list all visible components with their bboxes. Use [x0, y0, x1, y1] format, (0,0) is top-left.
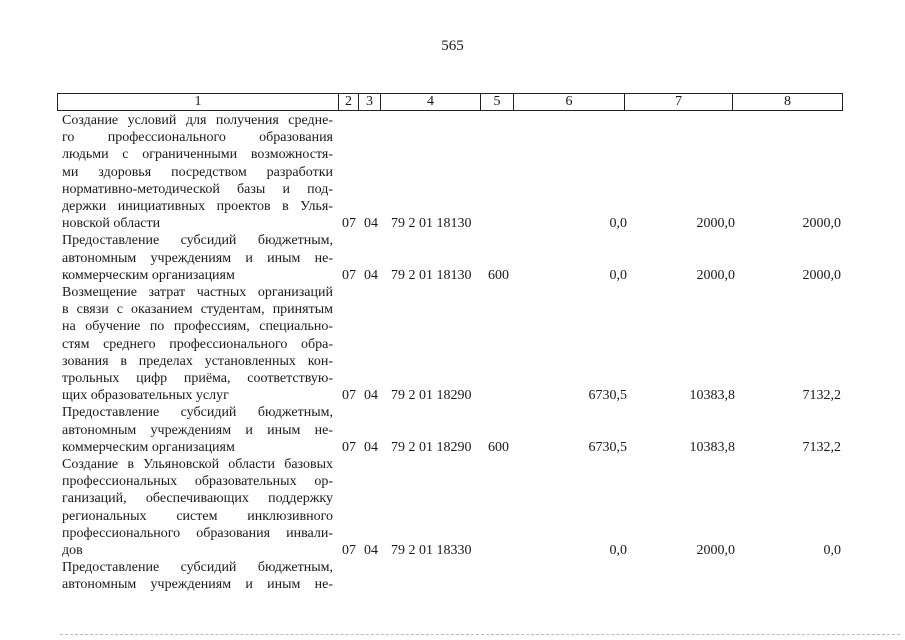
- row-description: Предоставление субсидий бюджетным, автономным учреждениям и иным не- коммерческим организациям: [62, 405, 333, 455]
- subsection-code: 04: [364, 543, 378, 558]
- column-header-6: 6: [514, 94, 625, 111]
- value-col-6: 6730,5: [588, 439, 627, 455]
- column-header-table: [57, 93, 843, 111]
- subsection-code: 04: [364, 388, 378, 404]
- row-description: Создание условий для получения средне- го профессионального образования людьми с ограниченными возможностя- ми здоровья посредством разработки нормативно-методической базы и под- держки инициативных проектов в Улья- новской области: [62, 113, 333, 232]
- target-article-code: 79 2 01 18290: [391, 439, 472, 455]
- target-article-code: 79 2 01 18290: [391, 388, 472, 404]
- section-code: 07: [342, 267, 356, 283]
- column-header-4: 4: [381, 94, 481, 111]
- value-col-8: 0,0: [823, 543, 841, 558]
- column-header-2: 2: [339, 94, 359, 111]
- value-col-6: 0,0: [609, 216, 627, 232]
- target-article-code: 79 2 01 18130: [391, 267, 472, 283]
- value-col-7: 2000,0: [696, 216, 735, 232]
- value-col-7: 10383,8: [689, 388, 735, 404]
- column-header-8: 8: [733, 94, 843, 111]
- subsection-code: 04: [364, 267, 378, 283]
- value-col-6: 0,0: [609, 543, 627, 558]
- target-article-code: 79 2 01 18130: [391, 216, 472, 232]
- row-description: Предоставление субсидий бюджетным, автономным учреждениям и иным не- коммерческим организациям: [62, 233, 333, 283]
- value-col-8: 2000,0: [802, 267, 841, 283]
- row-description: Возмещение затрат частных организаций в связи с оказанием студентам, принятым на обучение по профессиям, специально- стям среднего профессионального обра- зования в пределах установленных кон- трольных цифр приёма, соответствую- щих образовательных услуг: [62, 285, 333, 404]
- value-col-6: 6730,5: [588, 388, 627, 404]
- page-number: 565: [441, 38, 464, 54]
- section-code: 07: [342, 216, 356, 232]
- value-col-8: 7132,2: [802, 388, 841, 404]
- expense-type-code: 600: [488, 267, 509, 283]
- value-col-6: 0,0: [609, 267, 627, 283]
- value-col-8: 2000,0: [802, 216, 841, 232]
- subsection-code: 04: [364, 439, 378, 455]
- subsection-code: 04: [364, 216, 378, 232]
- column-header-1: 1: [58, 94, 339, 111]
- row-description: Создание в Ульяновской области базовых профессиональных образовательных ор- ганизаций, обеспечивающих поддержку региональных систем инклюзивного профессионального образования инвали- дов: [62, 457, 333, 559]
- scan-artifact-line: [60, 634, 900, 635]
- target-article-code: 79 2 01 18330: [391, 543, 472, 558]
- value-col-7: 2000,0: [696, 267, 735, 283]
- column-header-5: 5: [481, 94, 514, 111]
- column-header-3: 3: [359, 94, 381, 111]
- expense-type-code: 600: [488, 439, 509, 455]
- section-code: 07: [342, 439, 356, 455]
- value-col-7: 2000,0: [696, 543, 735, 558]
- section-code: 07: [342, 543, 356, 558]
- section-code: 07: [342, 388, 356, 404]
- column-header-7: 7: [625, 94, 733, 111]
- row-description: Предоставление субсидий бюджетным, автономным учреждениям и иным не-: [62, 560, 333, 593]
- value-col-8: 7132,2: [802, 439, 841, 455]
- value-col-7: 10383,8: [689, 439, 735, 455]
